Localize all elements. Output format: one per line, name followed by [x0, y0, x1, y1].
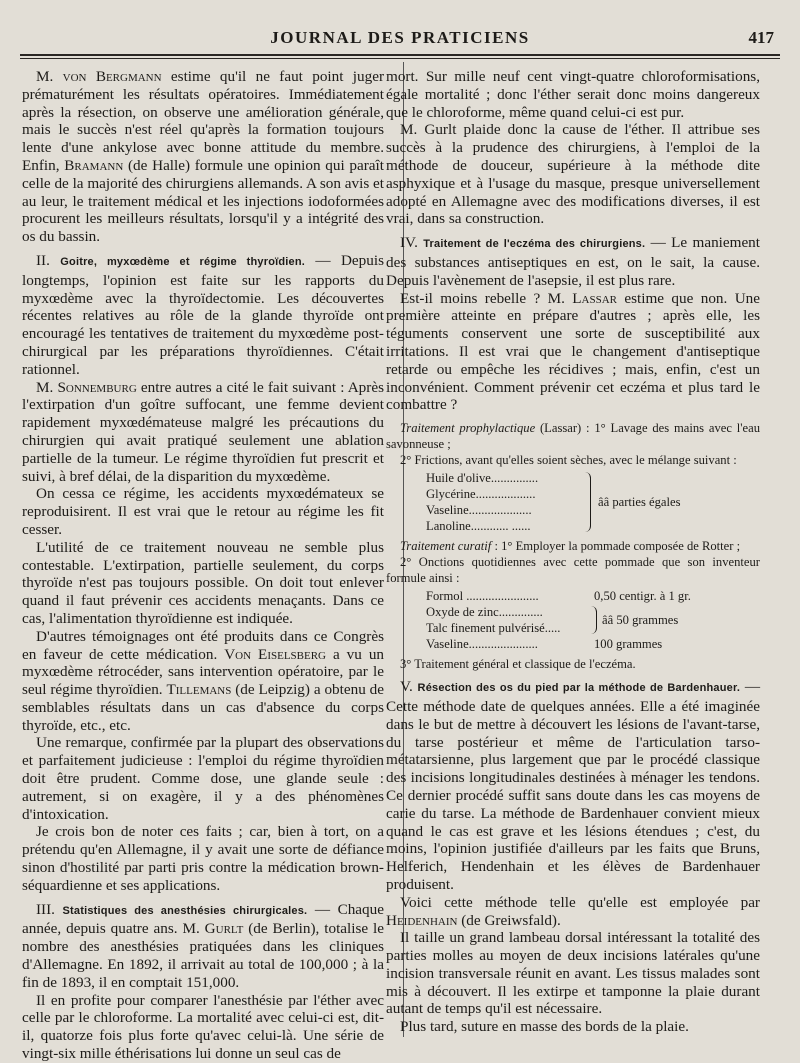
author-name: Bramann — [64, 156, 124, 174]
section-heading: Résection des os du pied par la méthode de Bardenhauer. — [417, 682, 741, 695]
section-heading: Goitre, myxœdème et régime thyroïdien. — [60, 255, 306, 268]
author-name: Sonnemburg — [57, 378, 137, 396]
treatment-curative: Traitement curatif : 1° Employer la pommade composée de Rotter ; — [400, 539, 741, 554]
author-name: von Bergmann — [62, 68, 162, 85]
formula-dose: ââ 50 grammes — [602, 613, 679, 628]
formula-row: Talc finement pulvérisé..... — [426, 621, 561, 636]
paragraph: mort. Sur mille neuf cent vingt-quatre chloroformisations, égale mortalité ; donc l'éther serait donc moins dangereux que le chloroforme, même quand celui-ci est pur. — [386, 68, 760, 121]
author-name: Tillemans — [166, 681, 232, 699]
treatment-prophylactic: Traitement prophylactique (Lassar) : 1° Lavage des mains avec l'eau savonneuse ; — [386, 421, 760, 452]
section-iv: IV. Traitement de l'eczéma des chirurgiens. — Le maniement des substances antiseptiques en est, on le sait, la cause. Depuis l'avènement de l'asepsie, il est plus rare. — [386, 234, 760, 289]
journal-title: JOURNAL DES PRATICIENS — [270, 28, 530, 47]
author-name: Lassar — [572, 289, 618, 307]
formula-dose: ââ parties égales — [598, 495, 681, 510]
author-name: Gurlt — [204, 920, 244, 938]
paragraph-lassar: Est-il moins rebelle ? M. Lassar estime que non. Une première atteinte en prépare d'autres ; après elle, les téguments conservent une sorte de susceptibilité aux irritations. Il est vrai que le changement d'antiseptique retarde ou empêche les récidives ; mais, enfin, c'est un inconvénient. Comment prévenir cet eczéma et plus tard le combattre ? — [386, 289, 760, 414]
paragraph-bergmann: M. von Bergmann estime qu'il ne faut point juger prématurément les résultats opératoires. Immédiatement après la résection, on observe une amélioration générale, mais le succès n'est réel qu'après la formation toujours lente d'une ankylose avec bonne attitude du membre. Enfin, Bramann (de Halle) formule une opinion qui paraît celle de la majorité des chirurgiens allemands. A son avis et au leur, le traitement médical et les injections iodoformées procurent les meilleurs résultats, lorsqu'il y a intégrité des os du bassin. — [22, 68, 385, 246]
section-iii: III. Statistiques des anesthésies chirurgicales. — Chaque année, depuis quatre ans. M. Gurlt (de Berlin), totalise le nombre des anesthésies pratiquées dans les cliniques d'Allemagne. En 1892, il arrivait au total de 100,000 ; à la fin de 1893, il en comptait 151,000. — [22, 900, 384, 991]
running-header — [20, 28, 780, 50]
paragraph: Une remarque, confirmée par la plupart des observations et parfaitement judicieuse : l'emploi du régime thyroïdien doit être prudent. Comme dose, une glande seule : autrement, si on exagère, il y a des phénomènes d'intoxication. — [22, 734, 384, 823]
right-column — [386, 68, 760, 1036]
formula-brace — [584, 472, 591, 532]
paragraph-sonnemburg: M. Sonnemburg entre autres a cité le fait suivant : Après l'extirpation d'un goître suffocant, une femme devient rapidement myxœdémateuse malgré les précautions du chirurgien qui avait pratiqué seulement une ablation partielle de la tumeur. Le régime thyroïdien fut prescrit et suivi, à bref délai, de la disparition du myxœdème. — [22, 378, 384, 485]
formula-row: Glycérine................... — [426, 487, 536, 502]
paragraph: Il en profite pour comparer l'anesthésie par l'éther avec celle par le chloroforme. La mortalité avec celui-ci est, dit-il, quatorze fois plus forte qu'avec celui-là. Une série de vingt-six mille éthérisations lui donne un seul cas de — [22, 991, 384, 1063]
paragraph: Je crois bon de noter ces faits ; car, bien à tort, on a prétendu qu'en Allemagne, il y avait une sorte de défiance sinon d'hostilité par parti pris contre la médication brown-séquardienne et ses applications. — [22, 823, 384, 894]
paragraph-heidenhain: Voici cette méthode telle qu'elle est employée par Heidenhain (de Greiwsfald). — [386, 893, 760, 929]
left-column — [22, 68, 384, 1063]
author-name: Heidenhain — [386, 911, 458, 929]
section-ii: II. Goitre, myxœdème et régime thyroïdien. — Depuis longtemps, l'opinion est faite sur les rapports du myxœdème avec la thyroïdectomie. Les découvertes récentes relatives au rôle de la glande thyroïde ont encouragé les tentatives de traitement du myxœdème post-chirurgical par les préparations thyroïdiennes. C'était rationnel. — [22, 251, 384, 378]
formula-row: Vaseline...................... 100 grammes — [426, 637, 663, 652]
formula-brace — [590, 606, 597, 634]
author-name: Von Eiselsberg — [224, 645, 326, 663]
formula-rotter — [426, 588, 760, 654]
header-rule-thin — [20, 58, 780, 59]
treatment-step: 3° Traitement général et classique de l'eczéma. — [400, 657, 636, 672]
formula-row: Formol ....................... 0,50 centigr. à 1 gr. — [426, 589, 691, 604]
treatment-step: 2° Frictions, avant qu'elles soient sèches, avec le mélange suivant : — [400, 453, 737, 468]
formula-row: Huile d'olive............... — [426, 471, 539, 486]
paragraph: Il taille un grand lambeau dorsal intéressant la totalité des parties molles au moyen de deux incisions latérales qu'une incision transversale réunit en avant. Les tissus malades sont mis à découvert. Il les extirpe et tamponne la plaie durant autant de temps qu'il est nécessaire. — [386, 929, 760, 1018]
page-number: 417 — [748, 28, 774, 47]
formula-row: Vaseline.................... — [426, 503, 532, 518]
section-heading: Statistiques des anesthésies chirurgicales. — [62, 904, 308, 917]
formula-friction — [426, 470, 760, 536]
formula-row: Oxyde de zinc.............. — [426, 605, 543, 620]
treatment-step: 2° Onctions quotidiennes avec cette pommade que son inventeur formule ainsi : — [386, 555, 760, 586]
section-heading: Traitement de l'eczéma des chirurgiens. — [423, 238, 646, 251]
formula-row: Lanoline............ ...... — [426, 519, 531, 534]
paragraph: M. Gurlt plaide donc la cause de l'éther. Il attribue ses succès à la prudence des chirurgiens, à l'emploi de la méthode de douceur, supérieure à la méthode dite asphyxique et à l'usage du masque, presque universellement adopté en Allemagne avec des modifications diverses, il est vrai, dans sa construction. — [386, 121, 760, 228]
paragraph-testimonies: D'autres témoignages ont été produits dans ce Congrès en faveur de cette médication. Von Eiselsberg a vu un myxœdème rétrocéder, sans intervention opératoire, par le seul régime thyroïdien. Tillemans (de Leipzig) a obtenu de semblables résultats dans un cas d'absence du corps thyroïde, etc., etc. — [22, 627, 385, 734]
paragraph: Plus tard, suture en masse des bords de la plaie. — [400, 1018, 689, 1036]
paragraph: L'utilité de ce traitement nouveau ne semble plus contestable. L'extirpation, partielle seulement, du corps thyroïde n'est pas toujours possible. On doit tout enlever quand il faut prévenir ces accidents menaçants. Dans ce cas, l'alimentation thyroïdienne est indiquée. — [22, 538, 384, 627]
paragraph: On cessa ce régime, les accidents myxœdémateux se reproduisirent. Il est vrai que le retour au régime les fit cesser. — [22, 485, 384, 538]
section-v: V. Résection des os du pied par la méthode de Bardenhauer. — Cette méthode date de quelques années. Elle a été imaginée dans le but de mettre à découvert les lésions de l'avant-tarse, du tarse postérieur et même de l'articulation tarso-métatarsienne, plus largement que par le procédé classique des incisions longitudinales destinées à ménager les tendons. Ce dernier procédé suffit sans doute dans les cas moyens de carie du tarse. La méthode de Bardenhauer convient mieux quand le cas est grave et les lésions étendues ; c'est, du moins, l'opinion justifiée d'ailleurs par les faits que Bruns, Helferich, Hendenhain et les élèves de Bardenhauer produisent. — [386, 678, 761, 893]
header-rule — [20, 54, 780, 56]
